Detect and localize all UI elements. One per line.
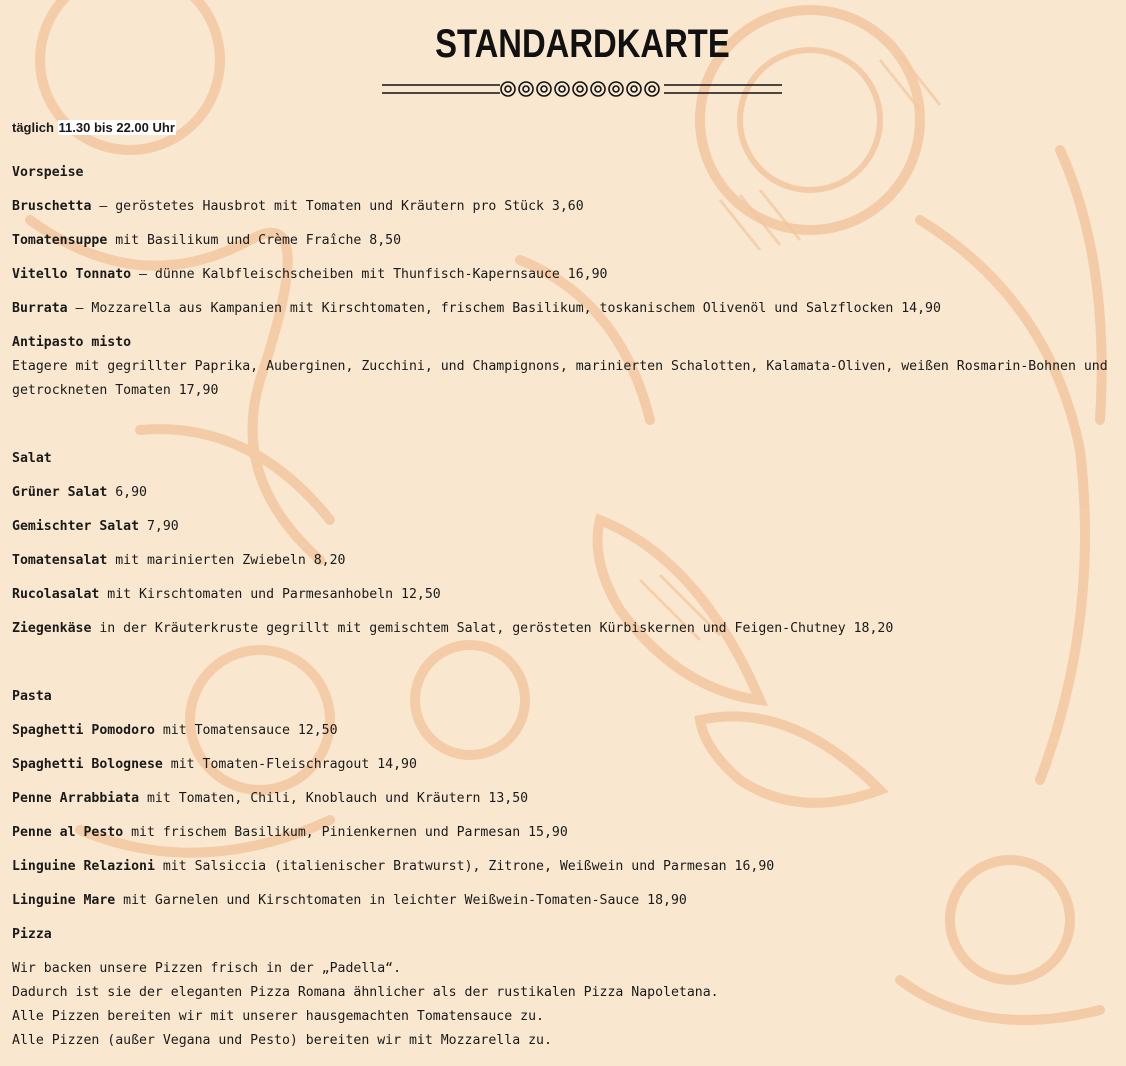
item-name: Tomatensuppe xyxy=(12,233,108,248)
ornament-divider xyxy=(382,78,782,100)
menu-item xyxy=(12,266,607,284)
pizza-info-line: Alle Pizzen bereiten wir mit unserer hausgemachten Tomatensauce zu. xyxy=(12,1009,544,1024)
page-title: STANDARDKARTE xyxy=(435,22,730,66)
menu-item xyxy=(12,790,528,808)
opening-hours xyxy=(12,120,176,135)
item-name: Tomatensalat xyxy=(12,553,108,568)
item-name: Ziegenkäse xyxy=(12,621,92,636)
item-name: Linguine Relazioni xyxy=(12,859,155,874)
section-heading-pasta: Pasta xyxy=(12,689,52,704)
menu-item-antipasto-name: Antipasto misto xyxy=(12,335,132,350)
item-name: Gemischter Salat xyxy=(12,519,140,534)
section-heading-pizza: Pizza xyxy=(12,927,52,942)
menu-item xyxy=(12,484,147,502)
menu-item xyxy=(12,232,401,250)
item-name: Spaghetti Pomodoro xyxy=(12,723,155,738)
menu-item xyxy=(12,586,441,604)
menu-item xyxy=(12,892,687,910)
item-desc: in der Kräuterkruste gegrillt mit gemischtem Salat, gerösteten Kürbiskernen und Feigen-Chutney 18,20 xyxy=(91,621,894,636)
item-desc: mit Tomaten-Fleischragout 14,90 xyxy=(162,757,417,772)
opening-hours-prefix: täglich xyxy=(12,120,54,135)
pizza-info-line: Dadurch ist sie der eleganten Pizza Romana ähnlicher als der rustikalen Pizza Napoletana. xyxy=(12,985,719,1000)
item-desc: mit Garnelen und Kirschtomaten in leichter Weißwein-Tomaten-Sauce 18,90 xyxy=(115,893,687,908)
item-name: Spaghetti Bolognese xyxy=(12,757,163,772)
pizza-info-line: Alle Pizzen (außer Vegana und Pesto) bereiten wir mit Mozzarella zu. xyxy=(12,1033,552,1048)
item-name: Vitello Tonnato xyxy=(12,267,132,282)
item-desc: – dünne Kalbfleischscheiben mit Thunfisch-Kapernsauce 16,90 xyxy=(131,267,608,282)
item-desc: 7,90 xyxy=(139,519,179,534)
item-name: Grüner Salat xyxy=(12,485,108,500)
item-desc: mit Tomaten, Chili, Knoblauch und Kräutern 13,50 xyxy=(139,791,529,806)
menu-item xyxy=(12,824,568,842)
opening-hours-time: 11.30 bis 22.00 Uhr xyxy=(58,120,175,135)
menu-item xyxy=(12,518,179,536)
menu-item xyxy=(12,620,893,638)
item-desc: – Mozzarella aus Kampanien mit Kirschtomaten, frischem Basilikum, toskanischem Olivenöl und Salzflocken 14,90 xyxy=(67,301,941,316)
section-heading-vorspeise: Vorspeise xyxy=(12,165,84,180)
item-name: Bruschetta xyxy=(12,199,92,214)
item-desc: mit Kirschtomaten und Parmesanhobeln 12,50 xyxy=(99,587,441,602)
item-desc: – geröstetes Hausbrot mit Tomaten und Kräutern pro Stück 3,60 xyxy=(91,199,584,214)
menu-item-antipasto-desc: Etagere mit gegrillter Paprika, Auberginen, Zucchini, und Champignons, marinierten Schalotten, Kalamata-Oliven, weißen Rosmarin-Bohnen und getrockneten Tomaten 17,90 xyxy=(12,359,1108,398)
item-desc: mit Basilikum und Crème Fraîche 8,50 xyxy=(107,233,402,248)
menu-item xyxy=(12,198,584,216)
menu-item xyxy=(12,722,338,740)
menu-item xyxy=(12,756,417,774)
item-name: Penne al Pesto xyxy=(12,825,124,840)
item-name: Penne Arrabbiata xyxy=(12,791,140,806)
menu-item xyxy=(12,858,774,876)
pizza-info-line: Wir backen unsere Pizzen frisch in der „Padella“. xyxy=(12,961,402,976)
item-name: Burrata xyxy=(12,301,68,316)
item-desc: mit marinierten Zwiebeln 8,20 xyxy=(107,553,346,568)
item-desc: mit Tomatensauce 12,50 xyxy=(154,723,338,738)
item-desc: 6,90 xyxy=(107,485,147,500)
menu-item xyxy=(12,552,345,570)
section-heading-salat: Salat xyxy=(12,451,52,466)
item-desc: mit Salsiccia (italienischer Bratwurst), Zitrone, Weißwein und Parmesan 16,90 xyxy=(154,859,775,874)
item-name: Linguine Mare xyxy=(12,893,116,908)
menu-item xyxy=(12,300,941,318)
item-desc: mit frischem Basilikum, Pinienkernen und Parmesan 15,90 xyxy=(123,825,568,840)
item-name: Rucolasalat xyxy=(12,587,100,602)
